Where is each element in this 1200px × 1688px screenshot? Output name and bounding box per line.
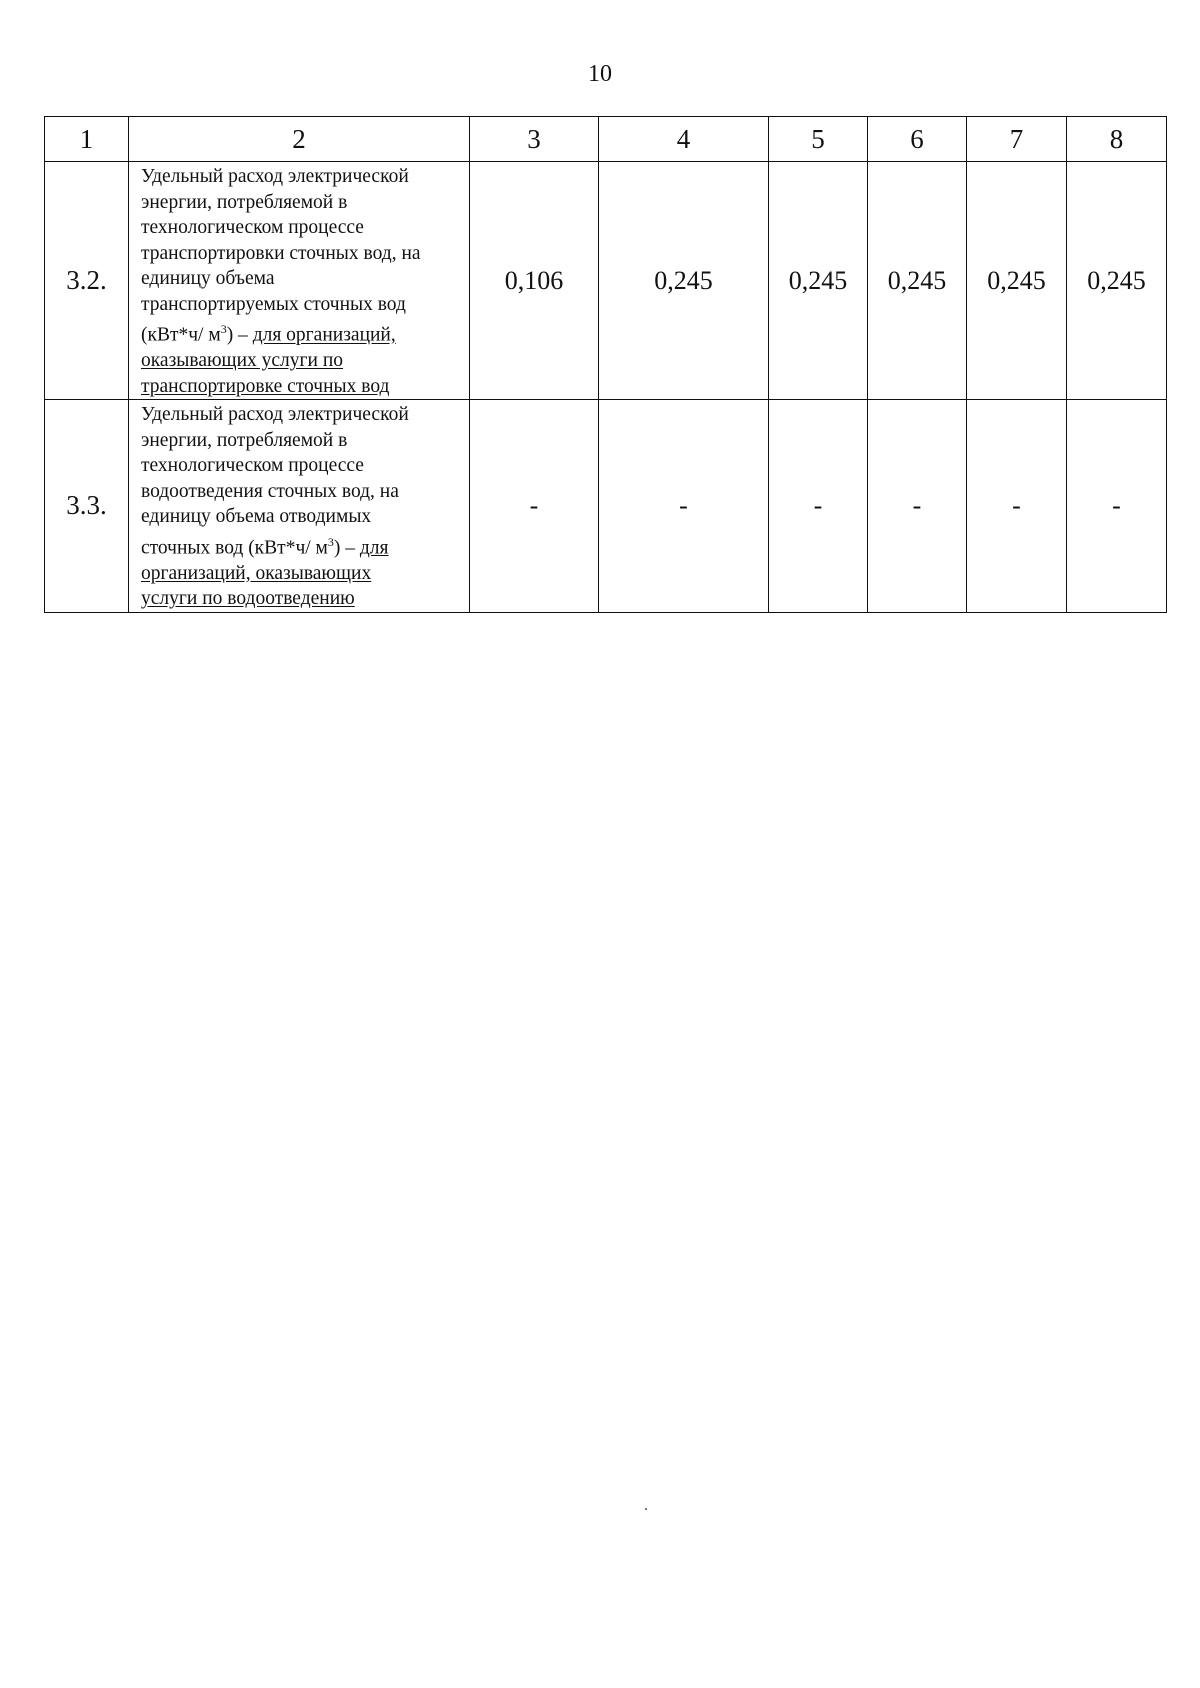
desc-line: транспортируемых сточных вод xyxy=(141,293,406,315)
value-cell: - xyxy=(1067,400,1167,613)
desc-line: водоотведения сточных вод, на xyxy=(141,480,399,502)
table-row xyxy=(45,162,1167,400)
row-description xyxy=(129,400,470,613)
value-cell: 0,106 xyxy=(470,162,599,400)
value-cell: - xyxy=(868,400,967,613)
desc-line: технологическом процессе xyxy=(141,217,364,238)
header-cell: 3 xyxy=(470,117,599,162)
row-description xyxy=(129,162,470,400)
value-cell: 0,245 xyxy=(599,162,769,400)
desc-line: ) – xyxy=(333,537,360,558)
value-cell: 0,245 xyxy=(868,162,967,400)
table-row xyxy=(45,400,1167,613)
underlined-text: транспортировке сточных вод xyxy=(141,375,390,397)
page-number: 10 xyxy=(588,61,612,87)
desc-line: энергии, потребляемой в xyxy=(141,429,348,451)
underlined-text: услуги по водоотведению xyxy=(141,588,355,609)
desc-line: Удельный расход электрической xyxy=(141,166,409,187)
header-cell: 4 xyxy=(599,117,769,162)
desc-line: (кВт*ч/ м xyxy=(141,324,221,346)
desc-line: энергии, потребляемой в xyxy=(141,191,348,213)
row-number: 3.2. xyxy=(45,162,129,400)
underlined-text: организаций, оказывающих xyxy=(141,562,372,584)
value-cell: 0,245 xyxy=(967,162,1067,400)
value-cell: 0,245 xyxy=(769,162,868,400)
row-number: 3.3. xyxy=(45,400,129,613)
header-cell: 2 xyxy=(129,117,470,162)
underlined-text: оказывающих услуги по xyxy=(141,350,344,371)
desc-line: сточных вод (кВт*ч/ м xyxy=(141,537,328,558)
header-row xyxy=(45,117,1167,162)
desc-line: единицу объема xyxy=(141,268,275,289)
value-cell: - xyxy=(599,400,769,613)
header-cell: 8 xyxy=(1067,117,1167,162)
header-cell: 1 xyxy=(45,117,129,162)
header-cell: 6 xyxy=(868,117,967,162)
value-cell: - xyxy=(769,400,868,613)
desc-line: единицу объема отводимых xyxy=(141,506,372,527)
header-cell: 7 xyxy=(967,117,1067,162)
underlined-text: для xyxy=(359,537,389,558)
desc-line: транспортировки сточных вод, на xyxy=(141,242,421,264)
indicators-table xyxy=(44,116,1167,613)
underlined-text: для организаций, xyxy=(252,324,396,346)
superscript: 3 xyxy=(327,534,334,549)
desc-line: ) – xyxy=(226,324,253,346)
desc-line: технологическом процессе xyxy=(141,455,364,476)
header-cell: 5 xyxy=(769,117,868,162)
superscript: 3 xyxy=(220,322,227,336)
desc-line: Удельный расход электрической xyxy=(141,404,409,425)
scan-speck xyxy=(645,1508,647,1510)
value-cell: - xyxy=(470,400,599,613)
value-cell: 0,245 xyxy=(1067,162,1167,400)
value-cell: - xyxy=(967,400,1067,613)
